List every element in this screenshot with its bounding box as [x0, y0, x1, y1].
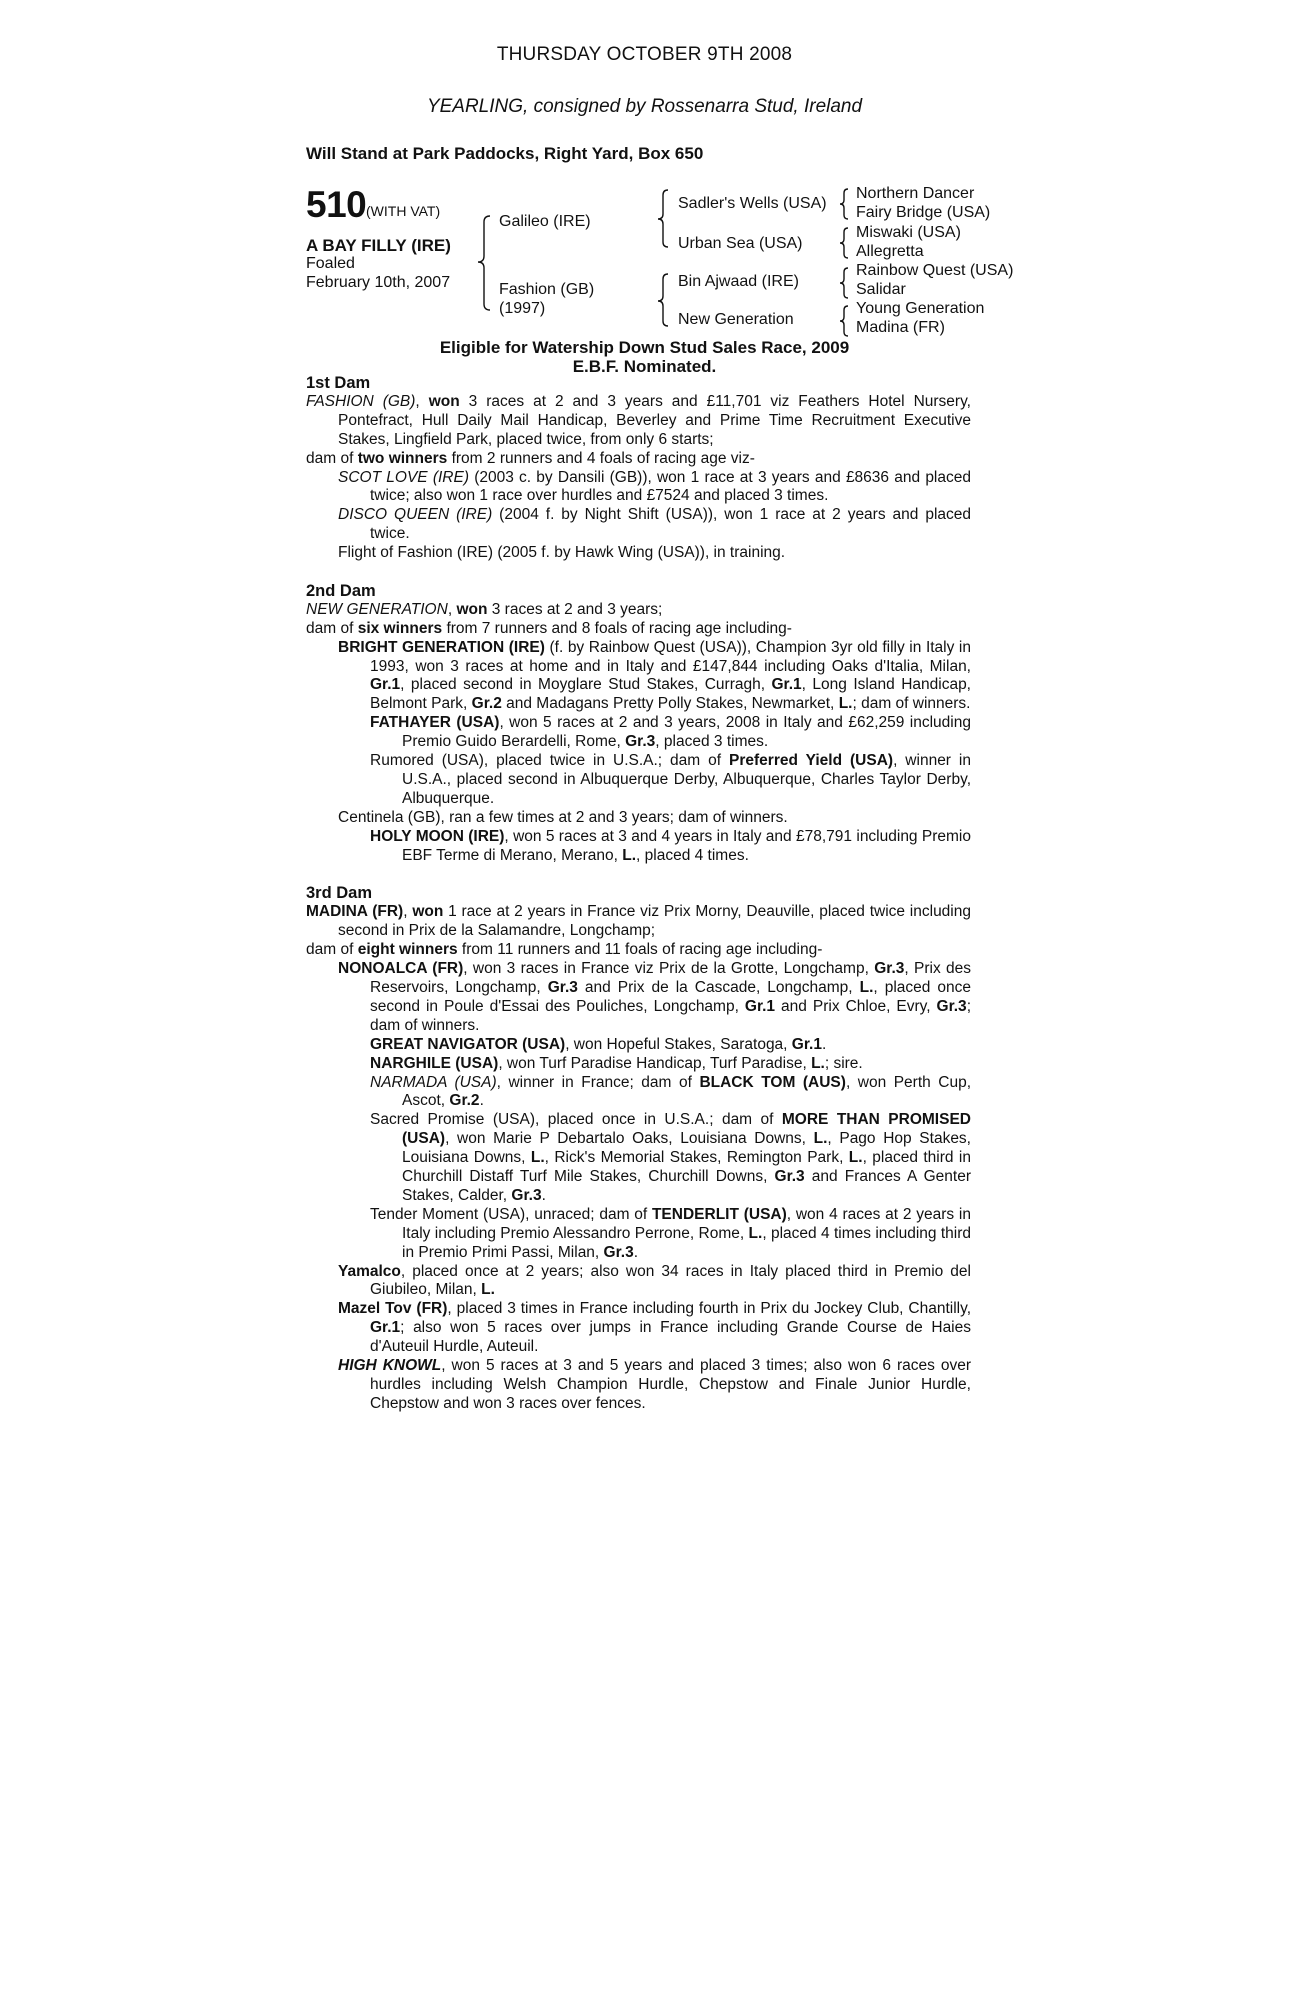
text-run: dam of: [306, 449, 358, 467]
bold-text-run: two winners: [357, 449, 448, 467]
italic-text-run: DISCO QUEEN (IRE): [338, 506, 493, 524]
pedigree-dam-year: (1997): [499, 300, 546, 317]
text-run: , Rick's Memorial Stakes, Remington Park,: [544, 1149, 849, 1167]
second-dam-heading: 2nd Dam: [306, 581, 376, 600]
second-dam-grandproduce: [306, 752, 971, 809]
text-run: , placed once second in Poule d'Essai des Pouliches, Longchamp,: [370, 978, 971, 1015]
italic-text-run: NARMADA (USA): [370, 1073, 497, 1091]
text-run: .: [633, 1243, 639, 1261]
lot-number: 510: [306, 184, 367, 225]
text-run: Rumored (USA), placed twice in U.S.A.; dam of: [370, 752, 730, 770]
text-run: dam of: [306, 619, 358, 637]
pedigree-g8: Madina (FR): [856, 319, 945, 336]
bold-text-run: L.: [859, 978, 874, 996]
text-run: ,: [447, 600, 457, 618]
vat-note: (WITH VAT): [366, 203, 441, 219]
text-run: from 11 runners and 11 foals of racing age including-: [457, 941, 823, 959]
third-dam-grandproduce: [306, 1111, 971, 1206]
pedigree-sire: Galileo (IRE): [499, 213, 591, 230]
text-run: , won 5 races at 2 and 3 years, 2008 in Italy and £62,259 including Premio Guido Berardelli, Rome,: [402, 714, 971, 751]
text-run: , Pago Hop Stakes, Louisiana Downs,: [402, 1130, 971, 1167]
bold-text-run: Preferred Yield (USA): [729, 752, 894, 770]
text-run: .: [479, 1092, 484, 1110]
pedigree-g5: Rainbow Quest (USA): [856, 262, 1014, 279]
bold-text-run: NARGHILE (USA): [370, 1054, 499, 1072]
pedigree-g7: Young Generation: [856, 300, 985, 317]
text-run: ; sire.: [824, 1054, 863, 1072]
text-run: dam of: [306, 941, 358, 959]
text-run: , placed 4 times.: [636, 846, 749, 864]
bold-text-run: BLACK TOM (AUS): [699, 1073, 846, 1091]
bold-text-run: MORE THAN PROMISED (USA): [402, 1111, 971, 1148]
third-dam-produce: [306, 960, 971, 1036]
pedigree-g2: Fairy Bridge (USA): [856, 204, 991, 221]
sale-date: THURSDAY OCTOBER 9TH 2008: [496, 44, 793, 65]
bold-text-run: six winners: [357, 619, 443, 637]
bold-text-run: L.: [813, 1130, 828, 1148]
pedigree-dam-sire: Bin Ajwaad (IRE): [678, 273, 799, 290]
italic-text-run: SCOT LOVE (IRE): [338, 468, 469, 486]
bold-text-run: Gr.3: [511, 1186, 542, 1204]
third-dam-grandproduce: [306, 1206, 971, 1263]
text-run: Centinela (GB), ran a few times at 2 and 3 years; dam of winners.: [338, 808, 788, 826]
bold-text-run: HOLY MOON (IRE): [370, 827, 505, 845]
text-run: , won 5 races at 3 and 5 years and placed 3 times; also won 6 races over hurdles including Welsh Champion Hurdle, Chepstow and Finale Junior Hurdle, Chepstow and won 3 races over fences.: [370, 1357, 971, 1412]
first-dam-record: [306, 393, 971, 450]
section-gap: [306, 563, 971, 582]
bold-text-run: Gr.3: [774, 1168, 805, 1186]
bold-text-run: Gr.2: [449, 1092, 480, 1110]
text-run: , Prix des Reservoirs, Longchamp,: [370, 960, 972, 996]
stand-location: Will Stand at Park Paddocks, Right Yard, Box 650: [306, 144, 704, 163]
bold-text-run: L.: [748, 1224, 763, 1242]
third-dam-produce: [306, 1357, 971, 1414]
text-run: , placed once at 2 years; also won 34 races in Italy placed third in Premio del Giubileo, Milan,: [370, 1262, 971, 1299]
sales-race-eligibility: Eligible for Watership Down Stud Sales Race, 2009: [439, 338, 850, 357]
bold-text-run: L.: [481, 1281, 495, 1299]
text-run: , won Marie P Debartalo Oaks, Louisiana Downs,: [445, 1130, 814, 1148]
text-run: , won 5 races at 3 and 4 years in Italy and £78,791 including Premio EBF Terme di Merano, Merano,: [402, 827, 971, 864]
text-run: , won Hopeful Stakes, Saratoga,: [565, 1035, 792, 1053]
first-dam-foal: [306, 469, 971, 507]
bold-text-run: won: [456, 600, 488, 618]
text-run: 1 race at 2 years in France viz Prix Morny, Deauville, placed twice including second in Prix de la Salamandre, Longchamp;: [338, 903, 971, 940]
first-dam-foal: [306, 506, 971, 544]
bold-text-run: FATHAYER (USA): [370, 714, 500, 732]
pedigree-sire-dam: Urban Sea (USA): [678, 235, 803, 252]
bold-text-run: NONOALCA (FR): [338, 960, 464, 978]
bold-text-run: Gr.1: [370, 676, 401, 694]
bold-text-run: L.: [848, 1149, 863, 1167]
first-dam-produce-summary: [306, 450, 971, 469]
bold-text-run: L.: [838, 695, 853, 713]
bold-text-run: Gr.1: [771, 676, 802, 694]
bold-text-run: eight winners: [357, 941, 458, 959]
first-dam-heading: 1st Dam: [306, 374, 371, 392]
bold-text-run: Gr.1: [370, 1319, 401, 1337]
second-dam-grandproduce: [306, 828, 971, 866]
third-dam-grandproduce: [306, 1036, 971, 1055]
third-dam-produce-summary: [306, 941, 971, 960]
text-run: and Madagans Pretty Polly Stakes, Newmarket,: [501, 695, 839, 713]
bold-text-run: TENDERLIT (USA): [651, 1205, 787, 1223]
text-run: from 2 runners and 4 foals of racing age viz-: [447, 449, 755, 467]
bold-text-run: L.: [811, 1054, 825, 1072]
family-notes: [306, 374, 971, 1414]
text-run: 3 races at 2 and 3 years and £11,701 viz Feathers Hotel Nursery, Pontefract, Hull Daily Mail Handicap, Beverley and Prime Time Recruitment Executive Stakes, Lingfield Park, placed twice, from only 6 starts;: [338, 392, 971, 448]
third-dam-grandproduce: [306, 1055, 971, 1074]
second-dam-produce: [306, 639, 971, 715]
text-run: .: [821, 1035, 827, 1053]
second-dam-grandproduce: [306, 714, 971, 752]
text-run: ; dam of winners.: [370, 997, 971, 1034]
bold-text-run: HIGH KNOWL: [338, 1357, 442, 1375]
text-run: and Prix de la Cascade, Longchamp,: [577, 978, 860, 996]
italic-text-run: FASHION (GB): [306, 392, 416, 410]
text-run: (2004 f. by Night Shift (USA)), won 1 race at 2 years and placed twice.: [370, 506, 971, 543]
text-run: ,: [415, 392, 429, 410]
bold-text-run: BRIGHT GENERATION (IRE): [338, 638, 545, 656]
horse-name: A BAY FILLY (IRE): [306, 236, 451, 255]
bold-text-run: Gr.3: [874, 960, 905, 978]
text-run: , won Turf Paradise Handicap, Turf Paradise,: [498, 1054, 812, 1072]
text-run: , won 3 races in France viz Prix de la Grotte, Longchamp,: [463, 960, 875, 978]
text-run: from 7 runners and 8 foals of racing age including-: [442, 619, 792, 637]
text-run: , placed 3 times in France including fourth in Prix du Jockey Club, Chantilly,: [447, 1300, 971, 1318]
third-dam-produce: [306, 1263, 971, 1301]
bold-text-run: Gr.2: [471, 695, 502, 713]
text-run: , placed second in Moyglare Stud Stakes, Curragh,: [400, 676, 772, 694]
text-run: and Frances A Genter Stakes, Calder,: [402, 1168, 971, 1204]
bold-text-run: Gr.1: [791, 1035, 822, 1053]
text-run: .: [541, 1186, 546, 1204]
third-dam-grandproduce: [306, 1074, 971, 1112]
ebf-nomination: E.B.F. Nominated.: [572, 357, 717, 376]
third-dam-heading: 3rd Dam: [306, 884, 373, 903]
text-run: ; also won 5 races over jumps in France including Grande Course de Haies d'Auteuil Hurdle, Auteuil.: [370, 1319, 971, 1356]
bold-text-run: Gr.3: [936, 997, 967, 1015]
text-run: (2003 c. by Dansili (GB)), won 1 race at 3 years and £8636 and placed twice; also won 1 race over hurdles and £7524 and placed 3 times.: [370, 468, 971, 505]
pedigree-g1: Northern Dancer: [856, 185, 975, 202]
bold-text-run: Gr.3: [547, 978, 578, 996]
bold-text-run: L.: [530, 1149, 545, 1167]
consignment-line: YEARLING, consigned by Rossenarra Stud, Ireland: [426, 96, 863, 117]
second-dam-produce: [306, 809, 971, 828]
bold-text-run: Gr.1: [744, 997, 776, 1015]
text-run: Sacred Promise (USA), placed once in U.S.A.; dam of: [370, 1111, 782, 1129]
text-run: Tender Moment (USA), unraced; dam of: [370, 1205, 652, 1223]
bold-text-run: Gr.3: [625, 733, 656, 751]
text-run: , placed 3 times.: [655, 733, 769, 751]
italic-text-run: NEW GENERATION: [306, 600, 448, 618]
text-run: Flight of Fashion (IRE) (2005 f. by Hawk Wing (USA)), in training.: [338, 544, 786, 562]
bold-text-run: won: [428, 392, 460, 410]
third-dam-produce: [306, 1300, 971, 1357]
text-run: , placed 4 times including third in Premio Primi Passi, Milan,: [402, 1224, 971, 1261]
bold-text-run: Gr.3: [603, 1243, 634, 1261]
second-dam-produce-summary: [306, 620, 971, 639]
section-gap: [306, 866, 971, 885]
bold-text-run: Yamalco: [338, 1262, 401, 1280]
bold-text-run: L.: [622, 846, 637, 864]
text-run: , placed third in Churchill Distaff Turf Mile Stakes, Churchill Downs,: [402, 1149, 971, 1186]
bold-text-run: MADINA (FR): [306, 903, 404, 921]
text-run: , won 4 races at 2 years in Italy including Premio Alessandro Perrone, Rome,: [402, 1205, 971, 1242]
bold-text-run: Mazel Tov (FR): [338, 1300, 448, 1318]
pedigree-g6: Salidar: [856, 281, 906, 298]
pedigree-dam-dam: New Generation: [678, 311, 794, 328]
pedigree-g3: Miswaki (USA): [856, 224, 961, 241]
pedigree-sire-sire: Sadler's Wells (USA): [678, 195, 827, 212]
foaled-date: February 10th, 2007: [306, 274, 451, 291]
foaled-label: Foaled: [306, 255, 355, 272]
pedigree-g4: Allegretta: [856, 243, 924, 260]
text-run: (f. by Rainbow Quest (USA)), Champion 3yr old filly in Italy in 1993, won 3 races at home and in Italy and £147,844 including Oaks d'Italia, Milan,: [370, 638, 971, 675]
text-run: , winner in U.S.A., placed second in Albuquerque Derby, Albuquerque, Charles Taylor Derby, Albuquerque.: [402, 752, 971, 807]
text-run: ; dam of winners.: [852, 695, 971, 713]
text-run: , winner in France; dam of: [496, 1073, 700, 1091]
second-dam-record: [306, 601, 971, 620]
bold-text-run: won: [412, 903, 444, 921]
text-run: , Long Island Handicap, Belmont Park,: [370, 676, 971, 713]
text-run: ,: [403, 903, 413, 921]
text-run: and Prix Chloe, Evry,: [775, 997, 937, 1015]
third-dam-record: [306, 903, 971, 941]
bold-text-run: GREAT NAVIGATOR (USA): [370, 1035, 566, 1053]
text-run: , won Perth Cup, Ascot,: [402, 1073, 972, 1110]
text-run: 3 races at 2 and 3 years;: [487, 600, 663, 618]
first-dam-foal: [306, 544, 971, 563]
pedigree-dam: Fashion (GB): [499, 281, 595, 298]
